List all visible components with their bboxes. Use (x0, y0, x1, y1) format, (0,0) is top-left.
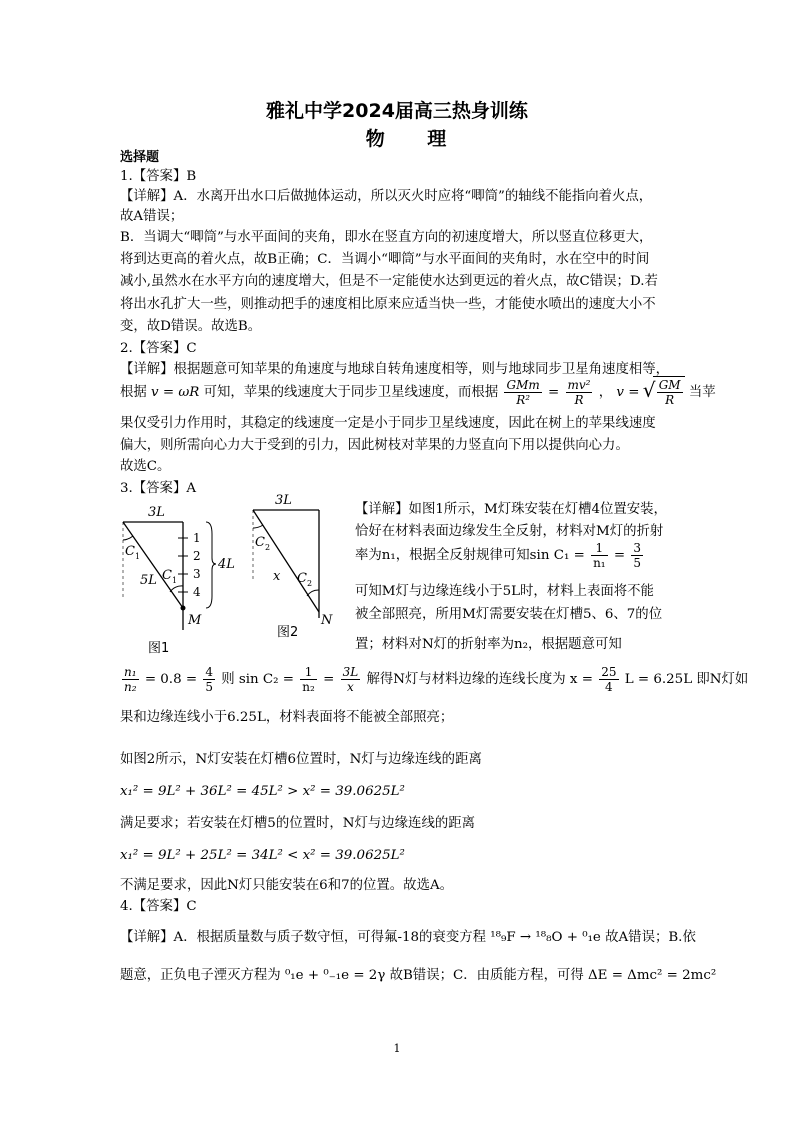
q3-right-line: 可知M灯与边缘连线小于5L时，材料上表面将不能 (355, 584, 654, 599)
fig2-angle-sub: 2 (265, 543, 271, 552)
q1-line: 减小,虽然水在水平方向的速度增大，但是不一定能使水达到更远的着火点，故C错误；D.若 (120, 274, 658, 289)
q2-text: 当苹 (688, 385, 716, 400)
q1-line: 变，故D错误。故选B。 (120, 319, 262, 334)
q3-right-formula (355, 540, 685, 572)
fig1-angle-sub: 1 (135, 552, 141, 561)
page-number: 1 (393, 1042, 401, 1055)
q3-equation: x₁² = 9L² + 36L² = 45L² > x² = 39.0625L² (120, 784, 405, 799)
fig2-point-label: N (321, 613, 333, 628)
fig2-hyp-label: x (273, 569, 281, 584)
q2-formula-line (120, 376, 716, 409)
q3-text: L = 6.25L 即N灯如 (624, 672, 749, 687)
q3-line: 不满足要求，因此N灯只能安装在6和7的位置。故选A。 (120, 878, 454, 893)
fig1-angle-label: C (125, 544, 135, 559)
square-root (653, 376, 685, 409)
equals-sign: = (323, 672, 335, 687)
fraction: $\frac{\text{GMm}}{\text{R²}}$ (506, 378, 540, 407)
q1-line: 【详解】A．水离开出水口后做抛体运动，所以灭火时应将“唧筒”的轴线不能指向着火点， (120, 189, 653, 204)
q2-line: 故选C。 (120, 459, 171, 474)
figure-1 (118, 500, 243, 660)
equals-sign: = (613, 548, 626, 563)
figure-2 (245, 490, 345, 650)
fraction: $\frac{1}{\text{n₁}}$ (593, 541, 606, 570)
q3-right-line: 被全部照亮，所用M灯需要安装在灯槽5、6、7的位 (355, 607, 663, 622)
fig1-side-label: 4L (218, 557, 235, 572)
q4-line: 题意，正负电子湮灭方程为 ⁰₁e + ⁰₋₁e = 2γ 故B错误；C．由质能方程，可得 ΔE = Δmc² = 2mc² (120, 968, 717, 983)
q2-line: 【详解】根据题意可知苹果的角速度与地球自转角速度相等，则与地球同步卫星角速度相等， (120, 362, 670, 377)
document-title: 雅礼中学2024届高三热身训练 (266, 100, 528, 122)
q1-line: 将出水孔扩大一些，则推动把手的速度相比原来应适当快一些，才能使水喷出的速度大小不 (120, 297, 656, 312)
q3-text: 则 sin C₂ = (221, 672, 295, 687)
fraction: $\frac{25}{4}$ (601, 665, 617, 694)
slot-number: 1 (193, 531, 201, 545)
q3-text: 解得N灯与材料边缘的连线长度为 x = (366, 672, 593, 687)
q4-line: 【详解】A．根据质量数与质子数守恒，可得氟-18的衰变方程 ¹⁸₉F → ¹⁸₈O + ⁰₁e 故A错误；B.依 (120, 930, 696, 945)
q3-answer: 3.【答案】A (120, 481, 197, 496)
fig2-caption: 图2 (277, 625, 299, 640)
velocity-label: v = (616, 385, 640, 400)
q2-text: 根据 (120, 385, 147, 400)
fig2-angle-sub: 2 (307, 579, 313, 588)
q1-answer: 1.【答案】B (120, 169, 197, 184)
q2-text: 可知，苹果的线速度大于同步卫星线速度，而根据 (203, 385, 499, 400)
q3-line: 果和边缘连线小于6.25L，材料表面将不能被全部照亮； (120, 710, 454, 725)
fig2-angle-label: C (255, 535, 265, 550)
fraction: $\frac{3L}{x}$ (342, 665, 359, 694)
q3-line: 如图2所示，N灯安装在灯槽6位置时，N灯与边缘连线的距离 (120, 752, 482, 767)
slot-number: 3 (193, 567, 201, 581)
q3-right-line: 【详解】如图1所示，M灯珠安装在灯槽4位置安装， (355, 502, 667, 517)
q2-line: 偏大，则所需向心力大于受到的引力，因此树枝对苹果的力竖直向下用以提供向心力。 (120, 438, 629, 453)
q3-text: 率为n₁，根据全反射规律可知sin C₁ = (355, 548, 585, 563)
fraction: √ $\frac{GM}{R}$ (658, 378, 681, 407)
section-heading: 选择题 (120, 150, 160, 165)
fraction: $\frac{\text{mv²}}{R}$ (567, 378, 591, 407)
fraction: $\frac{1}{\text{n₂}}$ (302, 665, 315, 694)
slot-number: 2 (193, 549, 201, 563)
fraction: $\frac{\text{n₁}}{\text{n₂}}$ (124, 665, 137, 694)
fig1-point-label: M (188, 613, 202, 628)
q1-line: 将到达更高的着火点，故B正确；C．当调小“唧筒”与水平面间的夹角时，水在空中的时间 (120, 252, 650, 267)
fig1-hyp-label: 5L (140, 573, 157, 588)
separator: ， (598, 385, 613, 400)
fraction: $\frac{4}{5}$ (205, 665, 213, 694)
fig2-angle-label: C (297, 571, 307, 586)
equals-sign: = (548, 385, 560, 400)
q1-line: 故A错误； (120, 209, 184, 224)
fig1-top-label: 3L (148, 505, 165, 520)
fig1-angle-label: C (162, 568, 172, 583)
fig1-angle-sub: 1 (172, 576, 178, 585)
q2-line: 果仅受引力作用时，其稳定的线速度一定是小于同步卫星线速度，因此在树上的苹果线速度 (120, 416, 656, 431)
fraction: $\frac{3}{5}$ (633, 541, 642, 570)
fig1-caption: 图1 (148, 641, 170, 656)
q3-line: 满足要求；若安装在灯槽5的位置时，N灯与边缘连线的距离 (120, 816, 476, 831)
q3-right-line: 恰好在材料表面边缘发生全反射，材料对M灯的折射 (355, 524, 664, 539)
q3-right-line: 置；材料对N灯的折射率为n₂，根据题意可知 (355, 637, 622, 652)
q2-eq-v: v = ωR (151, 385, 200, 400)
slot-number: 4 (193, 585, 201, 599)
q3-equation: x₁² = 9L² + 25L² = 34L² < x² = 39.0625L² (120, 848, 405, 863)
subject-title: 物 理 (365, 128, 465, 150)
q2-answer: 2.【答案】C (120, 341, 197, 356)
q3-text: = 0.8 = (144, 672, 198, 687)
fig2-top-label: 3L (275, 493, 292, 508)
q4-answer: 4.【答案】C (120, 899, 197, 914)
q3-formula-line (120, 664, 749, 696)
q1-line: B．当调大“唧筒”与水平面间的夹角，即水在竖直方向的初速度增大，所以竖直位移更大， (120, 230, 653, 245)
